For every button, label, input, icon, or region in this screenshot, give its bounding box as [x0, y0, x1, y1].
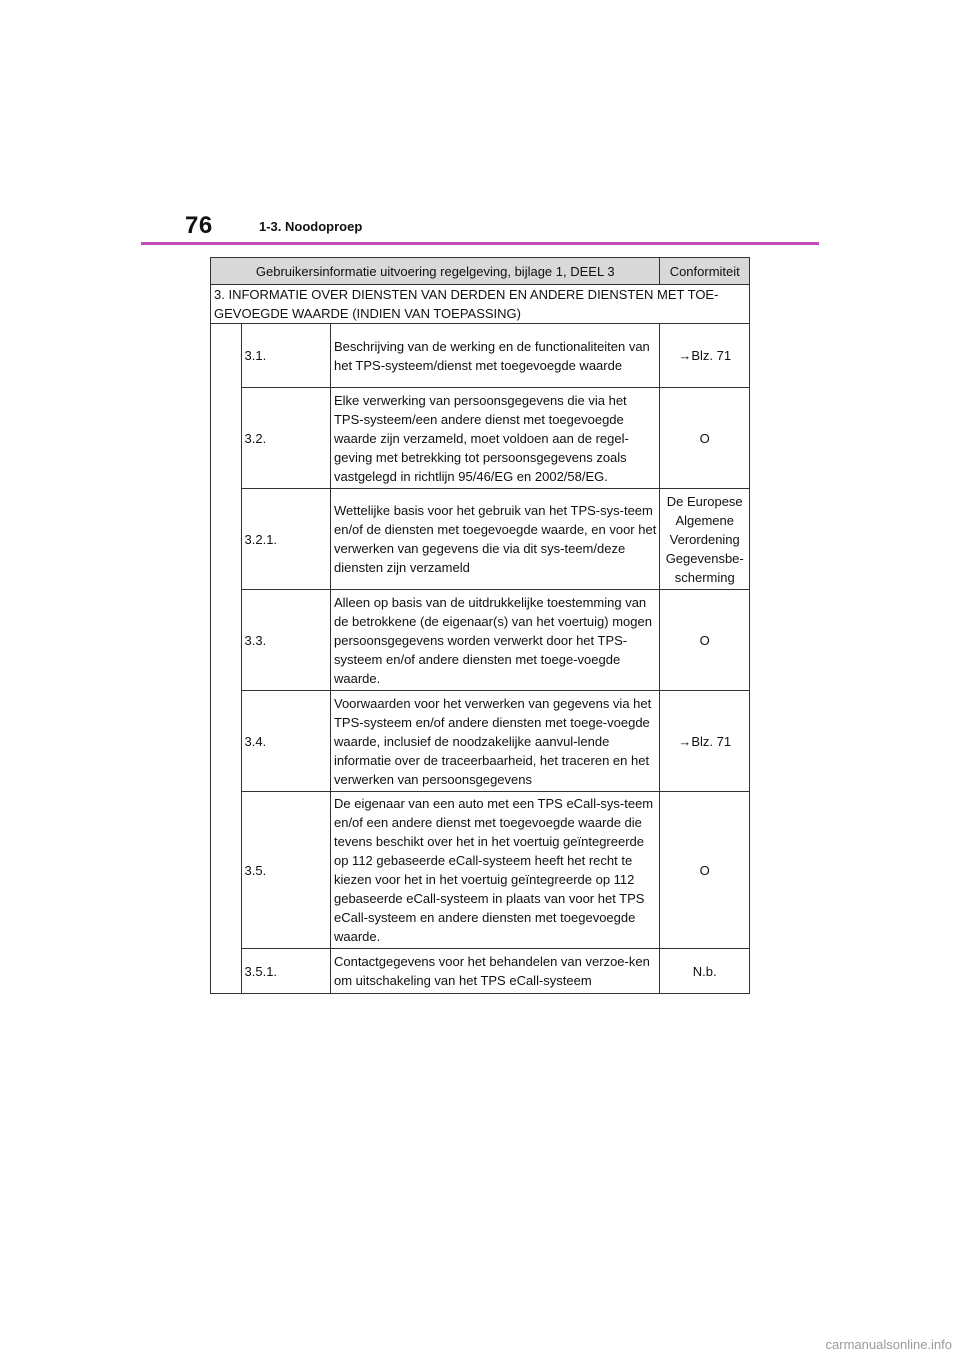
row-description: Contactgegevens voor het behandelen van verzoe-ken om uitschakeling van het TPS eCall-systeem: [330, 949, 659, 994]
indent-cell: [211, 324, 242, 994]
row-conformity: →Blz. 71: [660, 324, 750, 388]
table-row: [211, 691, 750, 792]
row-description: De eigenaar van een auto met een TPS eCall-sys-teem en/of een andere dienst met toegevoegde waarde die tevens beschikt over het in het voertuig geïntegreerde op 112 gebaseerde eCall-systeem heeft het recht te kiezen voor het in het voertuig geïntegreerde op 112 gebaseerde eCall-systeem in plaats van voor het TPS eCall-systeem en andere diensten met toegevoegde waarde.: [330, 792, 659, 949]
table-row: [211, 949, 750, 994]
table-row: [211, 324, 750, 388]
row-conformity: O: [660, 388, 750, 489]
row-description: Elke verwerking van persoonsgegevens die via het TPS-systeem/een andere dienst met toegevoegde waarde zijn verzameld, moet voldoen aan de regel-geving met betrekking tot persoonsgegevens zoals vastgelegd in richtlijn 95/46/EG en 2002/58/EG.: [330, 388, 659, 489]
row-conformity: O: [660, 792, 750, 949]
row-description: Alleen op basis van de uitdrukkelijke toestemming van de betrokkene (de eigenaar(s) van het voertuig) mogen persoonsgegevens worden verwerkt door het TPS-systeem en/of andere diensten met toege-voegde waarde.: [330, 590, 659, 691]
table-row: [211, 590, 750, 691]
row-conformity: O: [660, 590, 750, 691]
row-conformity: N.b.: [660, 949, 750, 994]
row-conformity: De Europese Algemene Verordening Gegevensbe-scherming: [660, 489, 750, 590]
row-number: 3.2.: [241, 388, 330, 489]
section-heading-row: [211, 285, 750, 324]
watermark: carmanualsonline.info: [825, 1337, 952, 1352]
row-number: 3.5.: [241, 792, 330, 949]
row-number: 3.1.: [241, 324, 330, 388]
page-number: 76: [185, 212, 213, 239]
column-header-info: Gebruikersinformatie uitvoering regelgeving, bijlage 1, DEEL 3: [211, 258, 660, 285]
row-number: 3.5.1.: [241, 949, 330, 994]
header-rule: [141, 242, 819, 245]
row-number: 3.3.: [241, 590, 330, 691]
row-description: Beschrijving van de werking en de functionaliteiten van het TPS-systeem/dienst met toegevoegde waarde: [330, 324, 659, 388]
table-row: [211, 489, 750, 590]
row-description: Voorwaarden voor het verwerken van gegevens via het TPS-systeem en/of andere diensten met toege-voegde waarde, inclusief de noodzakelijke aanvul-lende informatie over de traceerbaarheid, het traceren en het verwerken van persoonsgegevens: [330, 691, 659, 792]
row-number: 3.2.1.: [241, 489, 330, 590]
row-conformity: →Blz. 71: [660, 691, 750, 792]
row-description: Wettelijke basis voor het gebruik van het TPS-sys-teem en/of de diensten met toegevoegde waarde, en voor het verwerken van gegevens die via dit sys-teem/deze diensten zijn verzameld: [330, 489, 659, 590]
section-title: 1-3. Noodoproep: [259, 219, 363, 234]
table-row: [211, 388, 750, 489]
row-number: 3.4.: [241, 691, 330, 792]
section-heading: 3. INFORMATIE OVER DIENSTEN VAN DERDEN EN ANDERE DIENSTEN MET TOE-GEVOEGDE WAARDE (INDIEN VAN TOEPASSING): [211, 285, 750, 324]
regulation-table: [210, 257, 750, 994]
table-row: [211, 792, 750, 949]
column-header-conformity: Conformiteit: [660, 258, 750, 285]
table-header-row: [211, 258, 750, 285]
